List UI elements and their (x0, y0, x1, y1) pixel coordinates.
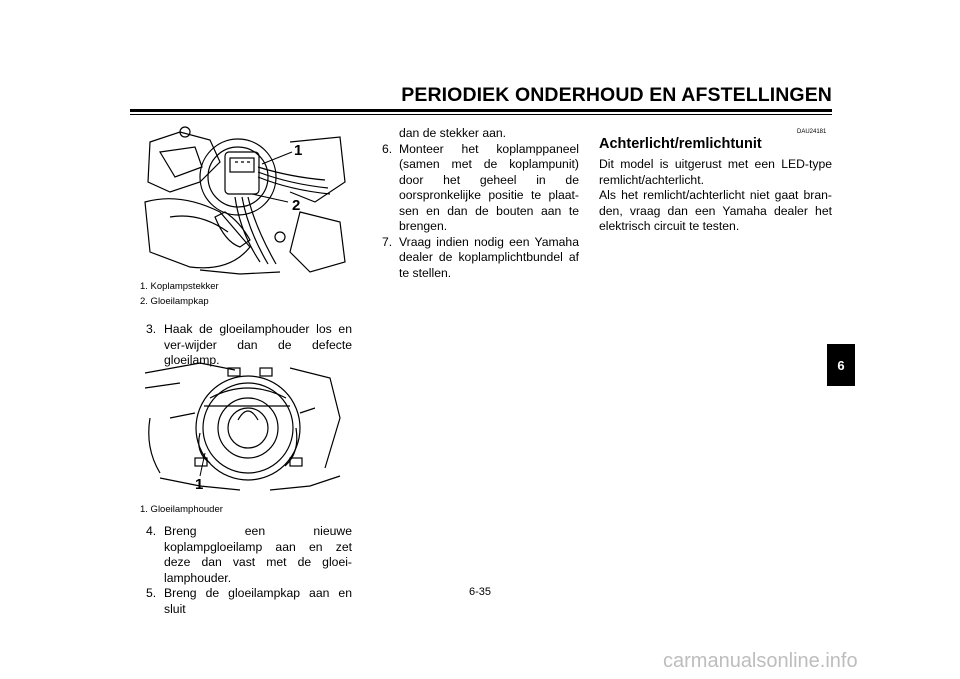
step-5-text: Breng de gloeilampkap aan en sluit (164, 586, 352, 616)
step-3-number: 3. (146, 322, 157, 336)
section-title: Achterlicht/remlichtunit (599, 136, 762, 152)
chapter-tab[interactable]: 6 (827, 344, 855, 386)
step-7 (369, 235, 579, 282)
step-5-continuation: dan de stekker aan. (399, 126, 507, 140)
paragraph-2: Als het remlicht/achterlicht niet gaat bran-den, vraag dan een Yamaha dealer het elektrisch circuit te testen. (599, 188, 832, 233)
middle-column (369, 126, 579, 281)
header-rule-thin (130, 114, 832, 115)
right-column (599, 157, 832, 235)
step-4 (146, 524, 352, 586)
figure-bulb-holder (140, 358, 350, 496)
step-4-text: Breng een nieuwe koplampgloeilamp aan en zet deze dan vast met de gloei-lamphouder. (164, 524, 352, 585)
step-6 (369, 142, 579, 235)
figure1-caption-2: 2. Gloeilampkap (140, 296, 209, 307)
figure1-caption-1: 1. Koplampstekker (140, 281, 219, 292)
page-number: 6-35 (468, 586, 492, 598)
left-column-bottom (146, 524, 352, 617)
header-rule-thick (130, 109, 832, 112)
paragraph-1: Dit model is uitgerust met een LED-type remlicht/achterlicht. (599, 157, 832, 187)
page-header-title: PERIODIEK ONDERHOUD EN AFSTELLINGEN (401, 84, 832, 106)
figure2-caption-1: 1. Gloeilamphouder (140, 504, 223, 515)
step-6-text: Monteer het koplamppaneel (samen met de koplampunit) door het geheel in de oorspronkelijke positie te plaat-sen en dan de bouten aan te brengen. (399, 141, 579, 233)
figure2-callout-1: 1 (195, 476, 204, 493)
step-6-number: 6. (382, 141, 393, 156)
step-3-text: Haak de gloeilamphouder los en ver-wijder dan de defecte gloeilamp. (164, 322, 352, 367)
step-4-number: 4. (146, 524, 157, 538)
figure-headlight-connector (140, 122, 350, 280)
figure1-callout-2: 2 (292, 197, 301, 214)
doc-code: DAU24181 (797, 129, 827, 135)
watermark: carmanualsonline.info (663, 650, 858, 672)
step-5-number: 5. (146, 586, 157, 600)
step-7-number: 7. (382, 234, 393, 249)
figure1-callout-1: 1 (294, 142, 303, 159)
step-7-text: Vraag indien nodig een Yamaha dealer de koplamplichtbundel af te stellen. (399, 234, 579, 280)
